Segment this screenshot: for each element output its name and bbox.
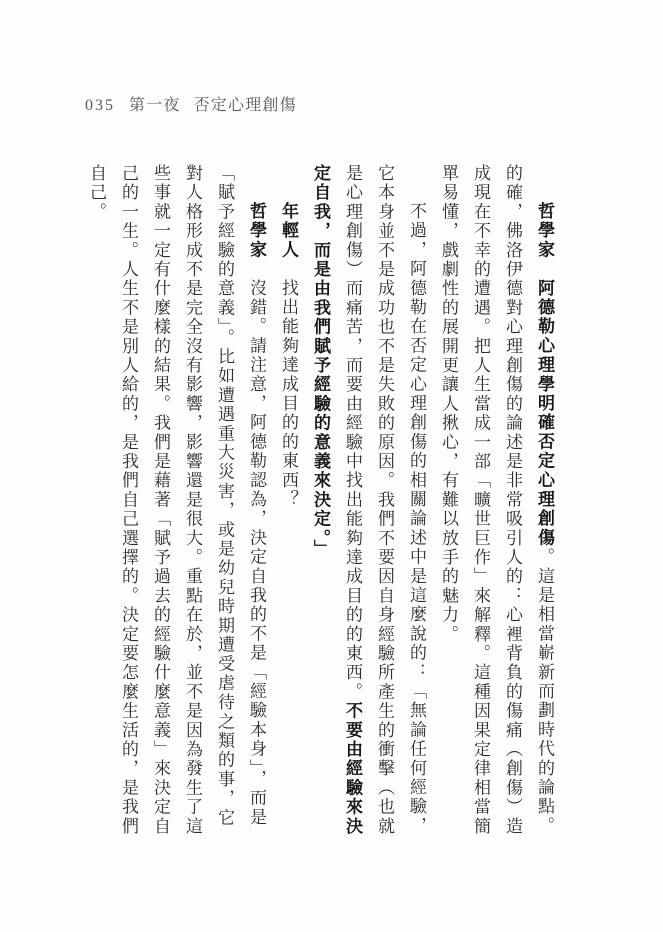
running-header (85, 92, 297, 115)
paragraph (432, 164, 528, 842)
speaker-label: 哲學家 (535, 202, 554, 260)
vertical-text-block (80, 164, 560, 842)
paragraph (528, 164, 560, 842)
text-segment: 不過，阿德勒在否定心理創傷的相關論述中是這麼說的：「無論任何經驗，它本身並不是成功也不是失敗的原因。我們不要因自身經驗所產生的衝擊（也就是心理創傷）而痛苦，而要由經驗中找出能夠達成目的的東西。 (343, 164, 426, 836)
section-label: 否定心理創傷 (193, 97, 297, 114)
text-segment: 沒錯。請注意，阿德勒認為，決定自我的不是「經驗本身」，而是「賦予經驗的意義」。比如遭遇重大災害，或是幼兒時期遭受虐待之類的事，它對人格形成不是完全沒有影響，影響還是很大。重點在於，並不是因為發生了這些事就一定有什麼樣的結果。我們是藉著「賦予過去的經驗什麼意義」來決定自己的一生。人生不是別人給的，是我們自己選擇的。決定要怎麼生活的，是我們自己。 (87, 164, 266, 836)
chapter-label: 第一夜 (129, 97, 181, 114)
paragraph (80, 164, 272, 842)
speaker-label: 年輕人 (279, 202, 298, 260)
paragraph (272, 164, 304, 842)
text-segment: 找出能夠達成目的的東西？ (279, 260, 298, 510)
page-number: 035 (85, 97, 115, 114)
speaker-label: 哲學家 (247, 202, 266, 260)
emphasis-text: 阿德勒心理學明確否定心理創傷 (535, 279, 554, 549)
text-segment: 。這是相當嶄新而劃時代的論點。 (535, 548, 554, 837)
paragraph (304, 164, 432, 842)
emphasis-text: 不要由經驗來決定自我，而是由我們賦予經驗的意義來決定。」 (311, 164, 362, 837)
text-segment (535, 260, 554, 279)
text-segment: 的確，佛洛伊德對心理創傷的論述是非常吸引人的：心裡背負的傷痛（創傷）造成現在不幸的遭遇。把人生當成一部「曠世巨作」來解釋。這種因果定律相當簡單易懂，戲劇性的展開更讓人揪心，有難以放手的魅力。 (439, 164, 522, 836)
